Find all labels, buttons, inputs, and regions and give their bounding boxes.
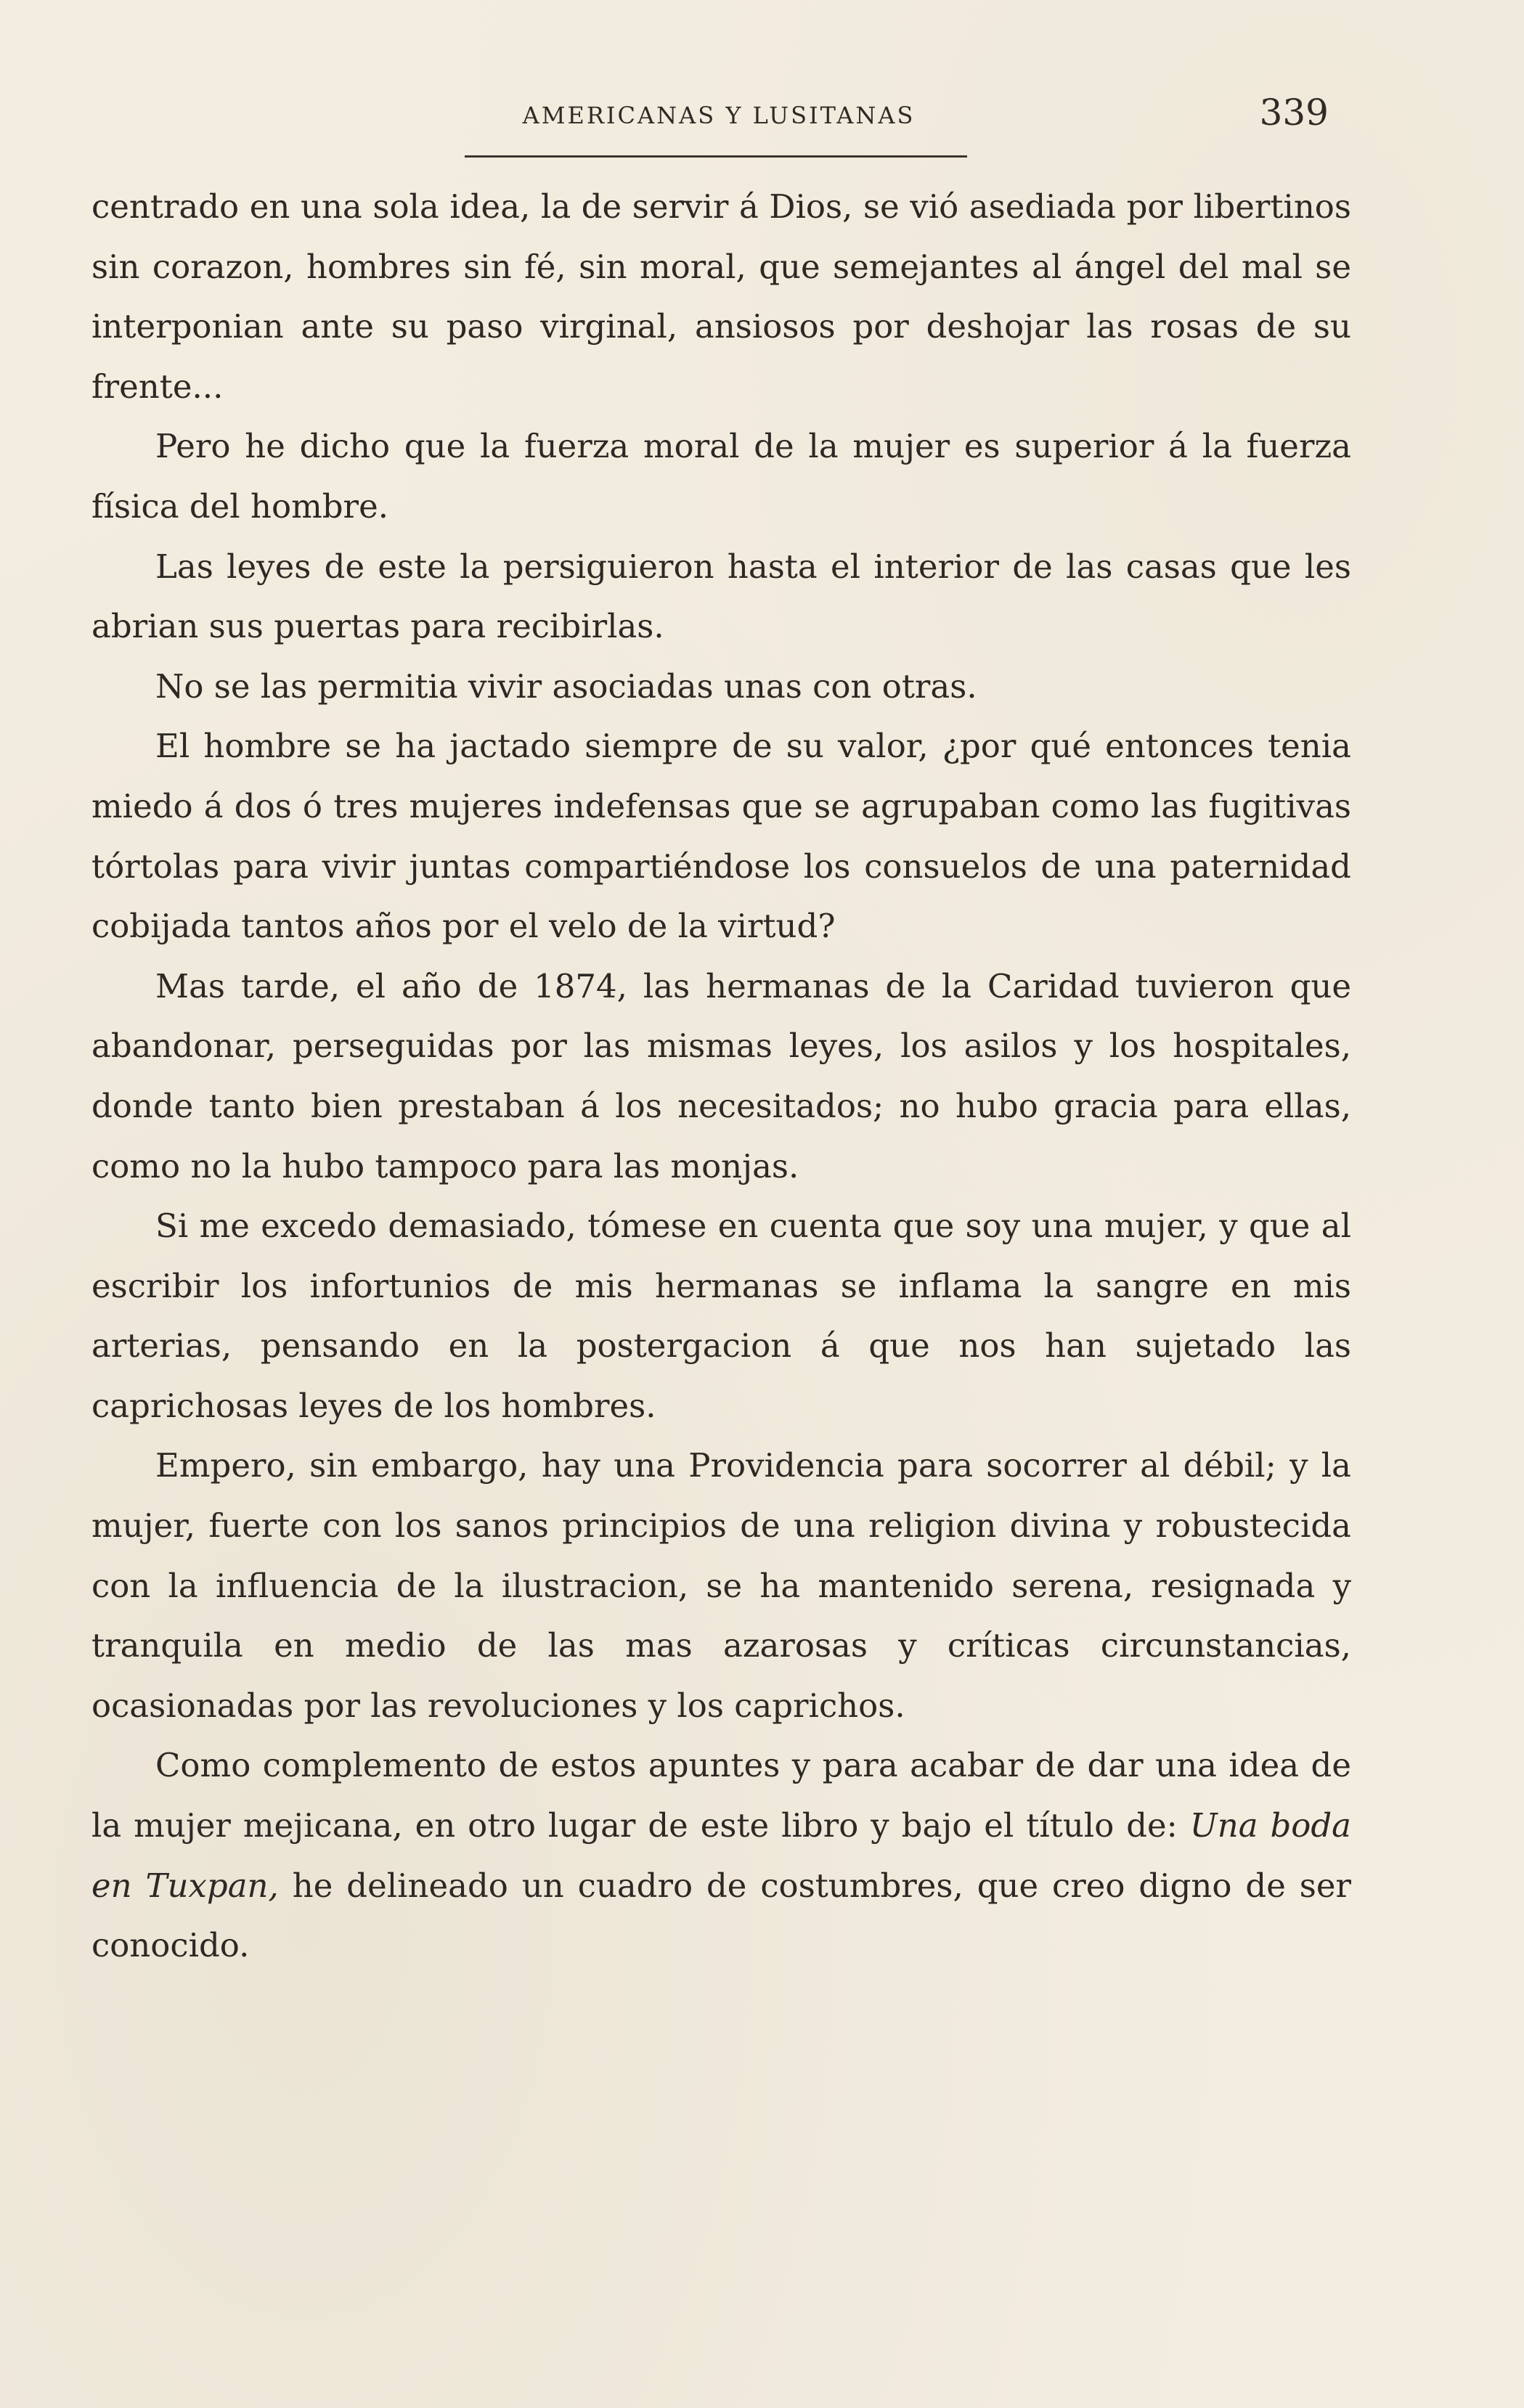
paragraph: No se las permitia vivir asociadas unas con otras. (155, 666, 977, 706)
paragraph: Si me excedo demasiado, tómese en cuenta que soy una mujer, y que al escribir los infortunios de mis hermanas se inflama la sangre en mis arterias, pensando en la postergacion á que nos han sujetado las caprichosas leyes de los hombres. (91, 1207, 1351, 1425)
page-number: 339 (1259, 91, 1329, 134)
paragraph: Las leyes de este la persiguieron hasta el interior de las casas que les abrian sus puertas para recibirlas. (91, 547, 1351, 646)
body-text (91, 177, 1351, 1976)
paragraph-final-text-end: he delineado un cuadro de costumbres, que creo digno de ser conocido. (91, 1866, 1351, 1965)
book-reference-title: Una boda en Tuxpan, (91, 1806, 1351, 1905)
paragraph: Empero, sin embargo, hay una Providencia para socorrer al débil; y la mujer, fuerte con los sanos principios de una religion divina y robustecida con la influencia de la ilustracion, se ha mantenido serena, resignada y tranquila en medio de las mas azarosas y críticas circunstancias, ocasionadas por las revoluciones y los caprichos. (91, 1446, 1351, 1725)
running-title: AMERICANAS Y LUSITANAS (522, 102, 916, 129)
paragraph: centrado en una sola idea, la de servir á Dios, se vió asediada por libertinos sin corazon, hombres sin fé, sin moral, que semejantes al ángel del mal se interponian ante su paso virginal, ansiosos por deshojar las rosas de su frente... (91, 187, 1351, 406)
paragraph: Pero he dicho que la fuerza moral de la mujer es superior á la fuerza física del hombre. (91, 427, 1351, 526)
paragraph: El hombre se ha jactado siempre de su valor, ¿por qué entonces tenia miedo á dos ó tres mujeres indefensas que se agrupaban como las fugitivas tórtolas para vivir juntas compartiéndose los consuelos de una paternidad cobijada tantos años por el velo de la virtud? (91, 727, 1351, 946)
paragraph-final-text: Como complemento de estos apuntes y para acabar de dar una idea de la mujer mejicana, en otro lugar de este libro y bajo el título de: (91, 1746, 1351, 1845)
header-rule (465, 155, 967, 158)
paragraph-final (91, 1736, 1351, 1975)
paragraph: Mas tarde, el año de 1874, las hermanas de la Caridad tuvieron que abandonar, perseguidas por las mismas leyes, los asilos y los hospitales, donde tanto bien prestaban á los necesitados; no hubo gracia para ellas, como no la hubo tampoco para las monjas. (91, 966, 1351, 1185)
